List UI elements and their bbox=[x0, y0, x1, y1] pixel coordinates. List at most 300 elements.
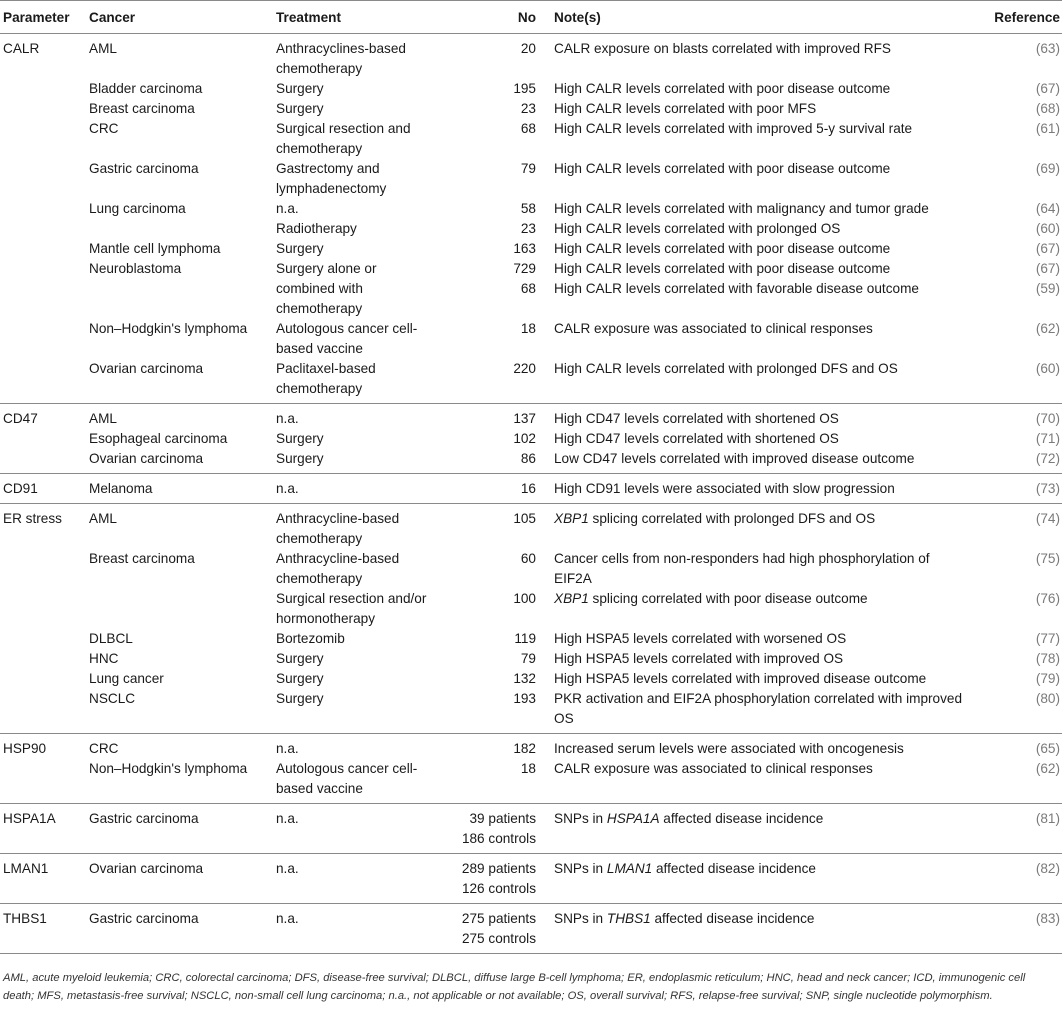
note-text: High CALR levels correlated with poor disease outcome bbox=[554, 81, 891, 96]
number-value: 58 bbox=[520, 201, 536, 216]
table-row bbox=[0, 759, 1062, 804]
table-row bbox=[0, 904, 1062, 954]
reference-cell bbox=[971, 359, 1062, 404]
number-value: 68 bbox=[520, 121, 536, 136]
reference-cell bbox=[971, 429, 1062, 449]
reference-cell bbox=[971, 279, 1062, 319]
treatment-label: Anthracycline-based chemotherapy bbox=[276, 551, 400, 586]
number-cell bbox=[441, 159, 554, 199]
cancer-label: Gastric carcinoma bbox=[89, 161, 199, 176]
table-row bbox=[0, 219, 1062, 239]
treatment-cell bbox=[276, 319, 441, 359]
note-text: High CALR levels correlated with malignancy and tumor grade bbox=[554, 201, 929, 216]
treatment-label: Surgery bbox=[276, 651, 324, 666]
parameter-label: HSPA1A bbox=[3, 811, 56, 826]
number-cell bbox=[441, 804, 554, 854]
number-cell bbox=[441, 734, 554, 760]
parameter-label: THBS1 bbox=[3, 911, 47, 926]
cancer-cell bbox=[89, 629, 276, 649]
cancer-cell bbox=[89, 239, 276, 259]
treatment-cell bbox=[276, 649, 441, 669]
reference-link: (79) bbox=[1035, 671, 1060, 686]
cancer-cell bbox=[89, 589, 276, 629]
treatment-label: Bortezomib bbox=[276, 631, 345, 646]
reference-cell bbox=[971, 804, 1062, 854]
number-cell bbox=[441, 119, 554, 159]
cancer-cell bbox=[89, 474, 276, 504]
reference-cell bbox=[971, 119, 1062, 159]
note-prefix: SNPs in bbox=[554, 861, 607, 876]
note-cell bbox=[554, 259, 971, 279]
gene-name: THBS1 bbox=[606, 911, 651, 926]
reference-cell bbox=[971, 99, 1062, 119]
note-text: Low CD47 levels correlated with improved disease outcome bbox=[554, 451, 915, 466]
note-cell bbox=[554, 279, 971, 319]
table-row bbox=[0, 589, 1062, 629]
treatment-label: n.a. bbox=[276, 411, 299, 426]
reference-cell bbox=[971, 759, 1062, 804]
reference-cell bbox=[971, 734, 1062, 760]
parameter-cell bbox=[0, 119, 89, 159]
cancer-label: Neuroblastoma bbox=[89, 261, 182, 276]
reference-cell bbox=[971, 219, 1062, 239]
cancer-cell bbox=[89, 429, 276, 449]
gene-name: LMAN1 bbox=[606, 861, 653, 876]
cancer-label: Lung cancer bbox=[89, 671, 164, 686]
number-value: 39 patients bbox=[469, 811, 536, 826]
number-cell bbox=[441, 429, 554, 449]
treatment-label: Anthracycline-based chemotherapy bbox=[276, 511, 400, 546]
cancer-label: Non–Hodgkin's lymphoma bbox=[89, 761, 248, 776]
reference-link: (82) bbox=[1035, 861, 1060, 876]
number-value: 16 bbox=[520, 481, 536, 496]
parameter-cell bbox=[0, 99, 89, 119]
number-value: 220 bbox=[513, 361, 536, 376]
reference-cell bbox=[971, 319, 1062, 359]
number-cell bbox=[441, 239, 554, 259]
table-row bbox=[0, 319, 1062, 359]
table-row bbox=[0, 804, 1062, 854]
number-cell bbox=[441, 549, 554, 589]
table-row bbox=[0, 734, 1062, 760]
cancer-cell bbox=[89, 119, 276, 159]
number-cell bbox=[441, 669, 554, 689]
treatment-cell bbox=[276, 359, 441, 404]
number-cell bbox=[441, 689, 554, 734]
note-cell bbox=[554, 429, 971, 449]
parameter-cell bbox=[0, 34, 89, 80]
number-value: 195 bbox=[513, 81, 536, 96]
number-cell bbox=[441, 449, 554, 474]
reference-cell bbox=[971, 79, 1062, 99]
controls-value: 275 controls bbox=[461, 931, 536, 946]
treatment-label: Autologous cancer cell-based vaccine bbox=[276, 761, 418, 796]
treatment-label: Surgical resection and chemotherapy bbox=[276, 121, 411, 156]
table-row bbox=[0, 474, 1062, 504]
note-text: splicing correlated with poor disease outcome bbox=[588, 591, 868, 606]
treatment-cell bbox=[276, 239, 441, 259]
gene-name: XBP1 bbox=[554, 591, 589, 606]
reference-link: (76) bbox=[1035, 591, 1060, 606]
note-cell bbox=[554, 549, 971, 589]
parameter-cell bbox=[0, 279, 89, 319]
reference-link: (75) bbox=[1035, 551, 1060, 566]
parameter-cell bbox=[0, 359, 89, 404]
number-value: 729 bbox=[513, 261, 536, 276]
parameter-cell bbox=[0, 319, 89, 359]
parameter-cell bbox=[0, 474, 89, 504]
treatment-cell bbox=[276, 689, 441, 734]
treatment-cell bbox=[276, 279, 441, 319]
reference-link: (67) bbox=[1035, 241, 1060, 256]
number-value: 68 bbox=[520, 281, 536, 296]
parameter-cell bbox=[0, 79, 89, 99]
note-cell bbox=[554, 629, 971, 649]
reference-cell bbox=[971, 669, 1062, 689]
note-cell bbox=[554, 119, 971, 159]
header-no: No bbox=[441, 1, 554, 34]
parameter-cell bbox=[0, 504, 89, 550]
reference-link: (62) bbox=[1035, 321, 1060, 336]
cancer-label: NSCLC bbox=[89, 691, 136, 706]
number-cell bbox=[441, 589, 554, 629]
number-cell bbox=[441, 359, 554, 404]
note-text: CALR exposure was associated to clinical responses bbox=[554, 321, 873, 336]
treatment-label: n.a. bbox=[276, 811, 299, 826]
header-reference: Reference bbox=[971, 1, 1062, 34]
controls-value: 126 controls bbox=[461, 881, 536, 896]
note-text: High CALR levels correlated with improved 5-y survival rate bbox=[554, 121, 913, 136]
reference-link: (73) bbox=[1035, 481, 1060, 496]
note-text: Increased serum levels were associated with oncogenesis bbox=[554, 741, 904, 756]
treatment-label: n.a. bbox=[276, 741, 299, 756]
header-row bbox=[0, 1, 1062, 34]
number-value: 289 patients bbox=[461, 861, 536, 876]
treatment-cell bbox=[276, 449, 441, 474]
table-row bbox=[0, 669, 1062, 689]
number-value: 102 bbox=[513, 431, 536, 446]
note-cell bbox=[554, 404, 971, 430]
parameter-cell bbox=[0, 904, 89, 954]
cancer-cell bbox=[89, 359, 276, 404]
parameter-cell bbox=[0, 219, 89, 239]
number-value: 105 bbox=[513, 511, 536, 526]
treatment-label: Gastrectomy and lymphadenectomy bbox=[276, 161, 387, 196]
note-cell bbox=[554, 734, 971, 760]
treatment-cell bbox=[276, 99, 441, 119]
table-row bbox=[0, 34, 1062, 80]
cancer-cell bbox=[89, 404, 276, 430]
reference-link: (81) bbox=[1035, 811, 1060, 826]
note-cell bbox=[554, 159, 971, 199]
table-row bbox=[0, 649, 1062, 669]
cancer-cell bbox=[89, 199, 276, 219]
cancer-label: Gastric carcinoma bbox=[89, 811, 199, 826]
parameter-label: ER stress bbox=[3, 511, 62, 526]
table-row bbox=[0, 159, 1062, 199]
treatment-label: Surgery bbox=[276, 81, 324, 96]
treatment-cell bbox=[276, 259, 441, 279]
note-text: splicing correlated with prolonged DFS and OS bbox=[588, 511, 876, 526]
number-cell bbox=[441, 504, 554, 550]
parameter-cell bbox=[0, 239, 89, 259]
cancer-cell bbox=[89, 549, 276, 589]
treatment-cell bbox=[276, 854, 441, 904]
cancer-cell bbox=[89, 669, 276, 689]
treatment-label: Surgery alone or bbox=[276, 261, 377, 276]
cancer-cell bbox=[89, 649, 276, 669]
treatment-label: n.a. bbox=[276, 911, 299, 926]
treatment-label: Surgery bbox=[276, 241, 324, 256]
note-cell bbox=[554, 904, 971, 954]
cancer-cell bbox=[89, 759, 276, 804]
cancer-label: Bladder carcinoma bbox=[89, 81, 203, 96]
parameter-cell bbox=[0, 199, 89, 219]
cancer-cell bbox=[89, 689, 276, 734]
gene-name: XBP1 bbox=[554, 511, 589, 526]
treatment-cell bbox=[276, 629, 441, 649]
note-cell bbox=[554, 319, 971, 359]
number-cell bbox=[441, 319, 554, 359]
number-value: 23 bbox=[520, 221, 536, 236]
table-row bbox=[0, 629, 1062, 649]
number-cell bbox=[441, 34, 554, 80]
cancer-label: Lung carcinoma bbox=[89, 201, 186, 216]
reference-link: (62) bbox=[1035, 761, 1060, 776]
number-cell bbox=[441, 279, 554, 319]
note-cell bbox=[554, 589, 971, 629]
number-value: 182 bbox=[513, 741, 536, 756]
treatment-cell bbox=[276, 34, 441, 80]
number-cell bbox=[441, 649, 554, 669]
treatment-label: Surgical resection and/or hormonotherapy bbox=[276, 591, 427, 626]
parameter-cell bbox=[0, 259, 89, 279]
note-cell bbox=[554, 239, 971, 259]
parameter-cell bbox=[0, 649, 89, 669]
treatment-label: Autologous cancer cell-based vaccine bbox=[276, 321, 418, 356]
cancer-cell bbox=[89, 504, 276, 550]
header-treatment: Treatment bbox=[276, 1, 441, 34]
reference-link: (70) bbox=[1035, 411, 1060, 426]
parameter-cell bbox=[0, 404, 89, 430]
note-cell bbox=[554, 649, 971, 669]
treatment-label: n.a. bbox=[276, 481, 299, 496]
cancer-label: AML bbox=[89, 411, 117, 426]
treatment-cell bbox=[276, 804, 441, 854]
number-value: 119 bbox=[514, 631, 536, 646]
reference-cell bbox=[971, 449, 1062, 474]
note-text: High CALR levels correlated with poor disease outcome bbox=[554, 241, 891, 256]
reference-link: (64) bbox=[1035, 201, 1060, 216]
treatment-label: Anthracyclines-based chemotherapy bbox=[276, 41, 406, 76]
note-cell bbox=[554, 759, 971, 804]
cancer-label: Mantle cell lymphoma bbox=[89, 241, 221, 256]
reference-link: (67) bbox=[1035, 81, 1060, 96]
table-row bbox=[0, 359, 1062, 404]
reference-link: (61) bbox=[1035, 121, 1060, 136]
reference-cell bbox=[971, 239, 1062, 259]
number-cell bbox=[441, 629, 554, 649]
table-row bbox=[0, 549, 1062, 589]
table-header bbox=[0, 1, 1062, 34]
gene-name: HSPA1A bbox=[606, 811, 660, 826]
number-value: 132 bbox=[513, 671, 536, 686]
cancer-label: AML bbox=[89, 511, 117, 526]
table-footnote: AML, acute myeloid leukemia; CRC, colorectal carcinoma; DFS, disease-free survival; DLBCL, diffuse large B-cell lymphoma; ER, endoplasmic reticulum; HNC, head and neck cancer; ICD, immunogenic cell death; MFS, metastasis-free survival; NSCLC, non-small cell lung carcinoma; n.a., not applicable or not available; OS, overall survival; RFS, relapse-free survival; SNP, single nucleotide polymorphism. bbox=[3, 972, 1026, 1002]
parameter-cell bbox=[0, 854, 89, 904]
treatment-cell bbox=[276, 504, 441, 550]
treatment-label: n.a. bbox=[276, 201, 299, 216]
reference-link: (65) bbox=[1035, 741, 1060, 756]
parameter-label: CALR bbox=[3, 41, 40, 56]
header-cancer: Cancer bbox=[89, 1, 276, 34]
reference-link: (68) bbox=[1035, 101, 1060, 116]
table-row bbox=[0, 504, 1062, 550]
header-notes: Note(s) bbox=[554, 1, 971, 34]
treatment-cell bbox=[276, 474, 441, 504]
cancer-cell bbox=[89, 319, 276, 359]
cancer-cell bbox=[89, 804, 276, 854]
reference-link: (83) bbox=[1035, 911, 1060, 926]
note-text: affected disease incidence bbox=[650, 911, 815, 926]
note-cell bbox=[554, 449, 971, 474]
parameter-label: CD47 bbox=[3, 411, 38, 426]
reference-link: (59) bbox=[1035, 281, 1060, 296]
note-text: High CALR levels correlated with favorable disease outcome bbox=[554, 281, 919, 296]
note-cell bbox=[554, 79, 971, 99]
treatment-cell bbox=[276, 219, 441, 239]
table-row bbox=[0, 119, 1062, 159]
note-text: PKR activation and EIF2A phosphorylation correlated with improved OS bbox=[554, 691, 963, 726]
reference-cell bbox=[971, 404, 1062, 430]
cancer-cell bbox=[89, 734, 276, 760]
treatment-label: Paclitaxel-based chemotherapy bbox=[276, 361, 376, 396]
note-text: High CALR levels correlated with prolonged DFS and OS bbox=[554, 361, 898, 376]
reference-cell bbox=[971, 689, 1062, 734]
parameter-cell bbox=[0, 159, 89, 199]
cancer-label: CRC bbox=[89, 121, 119, 136]
table-row bbox=[0, 449, 1062, 474]
cancer-cell bbox=[89, 34, 276, 80]
number-value: 60 bbox=[520, 551, 536, 566]
note-text: High CALR levels correlated with poor disease outcome bbox=[554, 161, 891, 176]
treatment-label: Surgery bbox=[276, 451, 324, 466]
treatment-cell bbox=[276, 79, 441, 99]
number-cell bbox=[441, 219, 554, 239]
number-cell bbox=[441, 404, 554, 430]
note-text: High HSPA5 levels correlated with worsened OS bbox=[554, 631, 847, 646]
cancer-cell bbox=[89, 279, 276, 319]
number-value: 79 bbox=[520, 651, 536, 666]
reference-link: (67) bbox=[1035, 261, 1060, 276]
parameter-cell bbox=[0, 669, 89, 689]
reference-cell bbox=[971, 34, 1062, 80]
number-cell bbox=[441, 99, 554, 119]
note-text: High CALR levels correlated with poor MFS bbox=[554, 101, 817, 116]
treatment-cell bbox=[276, 429, 441, 449]
parameter-cell bbox=[0, 429, 89, 449]
note-cell bbox=[554, 669, 971, 689]
controls-value: 186 controls bbox=[461, 831, 536, 846]
treatment-cell bbox=[276, 734, 441, 760]
cancer-cell bbox=[89, 219, 276, 239]
number-cell bbox=[441, 474, 554, 504]
cancer-label: AML bbox=[89, 41, 117, 56]
number-cell bbox=[441, 854, 554, 904]
parameter-cell bbox=[0, 629, 89, 649]
reference-link: (60) bbox=[1035, 221, 1060, 236]
cancer-label: Breast carcinoma bbox=[89, 101, 195, 116]
note-text: Cancer cells from non-responders had high phosphorylation of EIF2A bbox=[554, 551, 930, 586]
table-row bbox=[0, 689, 1062, 734]
treatment-label: Surgery bbox=[276, 671, 324, 686]
cancer-label: Gastric carcinoma bbox=[89, 911, 199, 926]
reference-cell bbox=[971, 904, 1062, 954]
number-cell bbox=[441, 759, 554, 804]
cancer-cell bbox=[89, 904, 276, 954]
number-cell bbox=[441, 904, 554, 954]
treatment-label: Surgery bbox=[276, 431, 324, 446]
parameter-label: HSP90 bbox=[3, 741, 47, 756]
reference-link: (69) bbox=[1035, 161, 1060, 176]
parameter-cell bbox=[0, 689, 89, 734]
note-text: CALR exposure was associated to clinical responses bbox=[554, 761, 873, 776]
note-text: High HSPA5 levels correlated with improved OS bbox=[554, 651, 844, 666]
note-cell bbox=[554, 199, 971, 219]
cancer-cell bbox=[89, 79, 276, 99]
cancer-label: Non–Hodgkin's lymphoma bbox=[89, 321, 248, 336]
reference-cell bbox=[971, 159, 1062, 199]
parameter-cell bbox=[0, 549, 89, 589]
treatment-cell bbox=[276, 159, 441, 199]
parameter-label: CD91 bbox=[3, 481, 38, 496]
treatment-label: n.a. bbox=[276, 861, 299, 876]
cancer-cell bbox=[89, 99, 276, 119]
note-text: High CD91 levels were associated with slow progression bbox=[554, 481, 895, 496]
table-row bbox=[0, 854, 1062, 904]
note-cell bbox=[554, 854, 971, 904]
table-body bbox=[0, 34, 1062, 954]
cancer-cell bbox=[89, 259, 276, 279]
treatment-cell bbox=[276, 759, 441, 804]
cancer-cell bbox=[89, 159, 276, 199]
note-text: High CD47 levels correlated with shortened OS bbox=[554, 431, 839, 446]
cancer-label: Ovarian carcinoma bbox=[89, 361, 204, 376]
note-cell bbox=[554, 804, 971, 854]
number-value: 86 bbox=[520, 451, 536, 466]
parameter-label: LMAN1 bbox=[3, 861, 49, 876]
note-prefix: SNPs in bbox=[554, 811, 607, 826]
number-value: 79 bbox=[520, 161, 536, 176]
note-text: High HSPA5 levels correlated with improved disease outcome bbox=[554, 671, 927, 686]
treatment-cell bbox=[276, 549, 441, 589]
table-row bbox=[0, 199, 1062, 219]
note-text: affected disease incidence bbox=[659, 811, 824, 826]
cancer-label: Breast carcinoma bbox=[89, 551, 195, 566]
reference-link: (72) bbox=[1035, 451, 1060, 466]
parameter-cell bbox=[0, 734, 89, 760]
table-row bbox=[0, 279, 1062, 319]
number-cell bbox=[441, 79, 554, 99]
reference-link: (78) bbox=[1035, 651, 1060, 666]
reference-cell bbox=[971, 589, 1062, 629]
treatment-cell bbox=[276, 669, 441, 689]
treatment-cell bbox=[276, 404, 441, 430]
note-text: High CALR levels correlated with prolonged OS bbox=[554, 221, 841, 236]
reference-cell bbox=[971, 504, 1062, 550]
treatment-label: combined with chemotherapy bbox=[276, 281, 363, 316]
number-value: 100 bbox=[513, 591, 536, 606]
